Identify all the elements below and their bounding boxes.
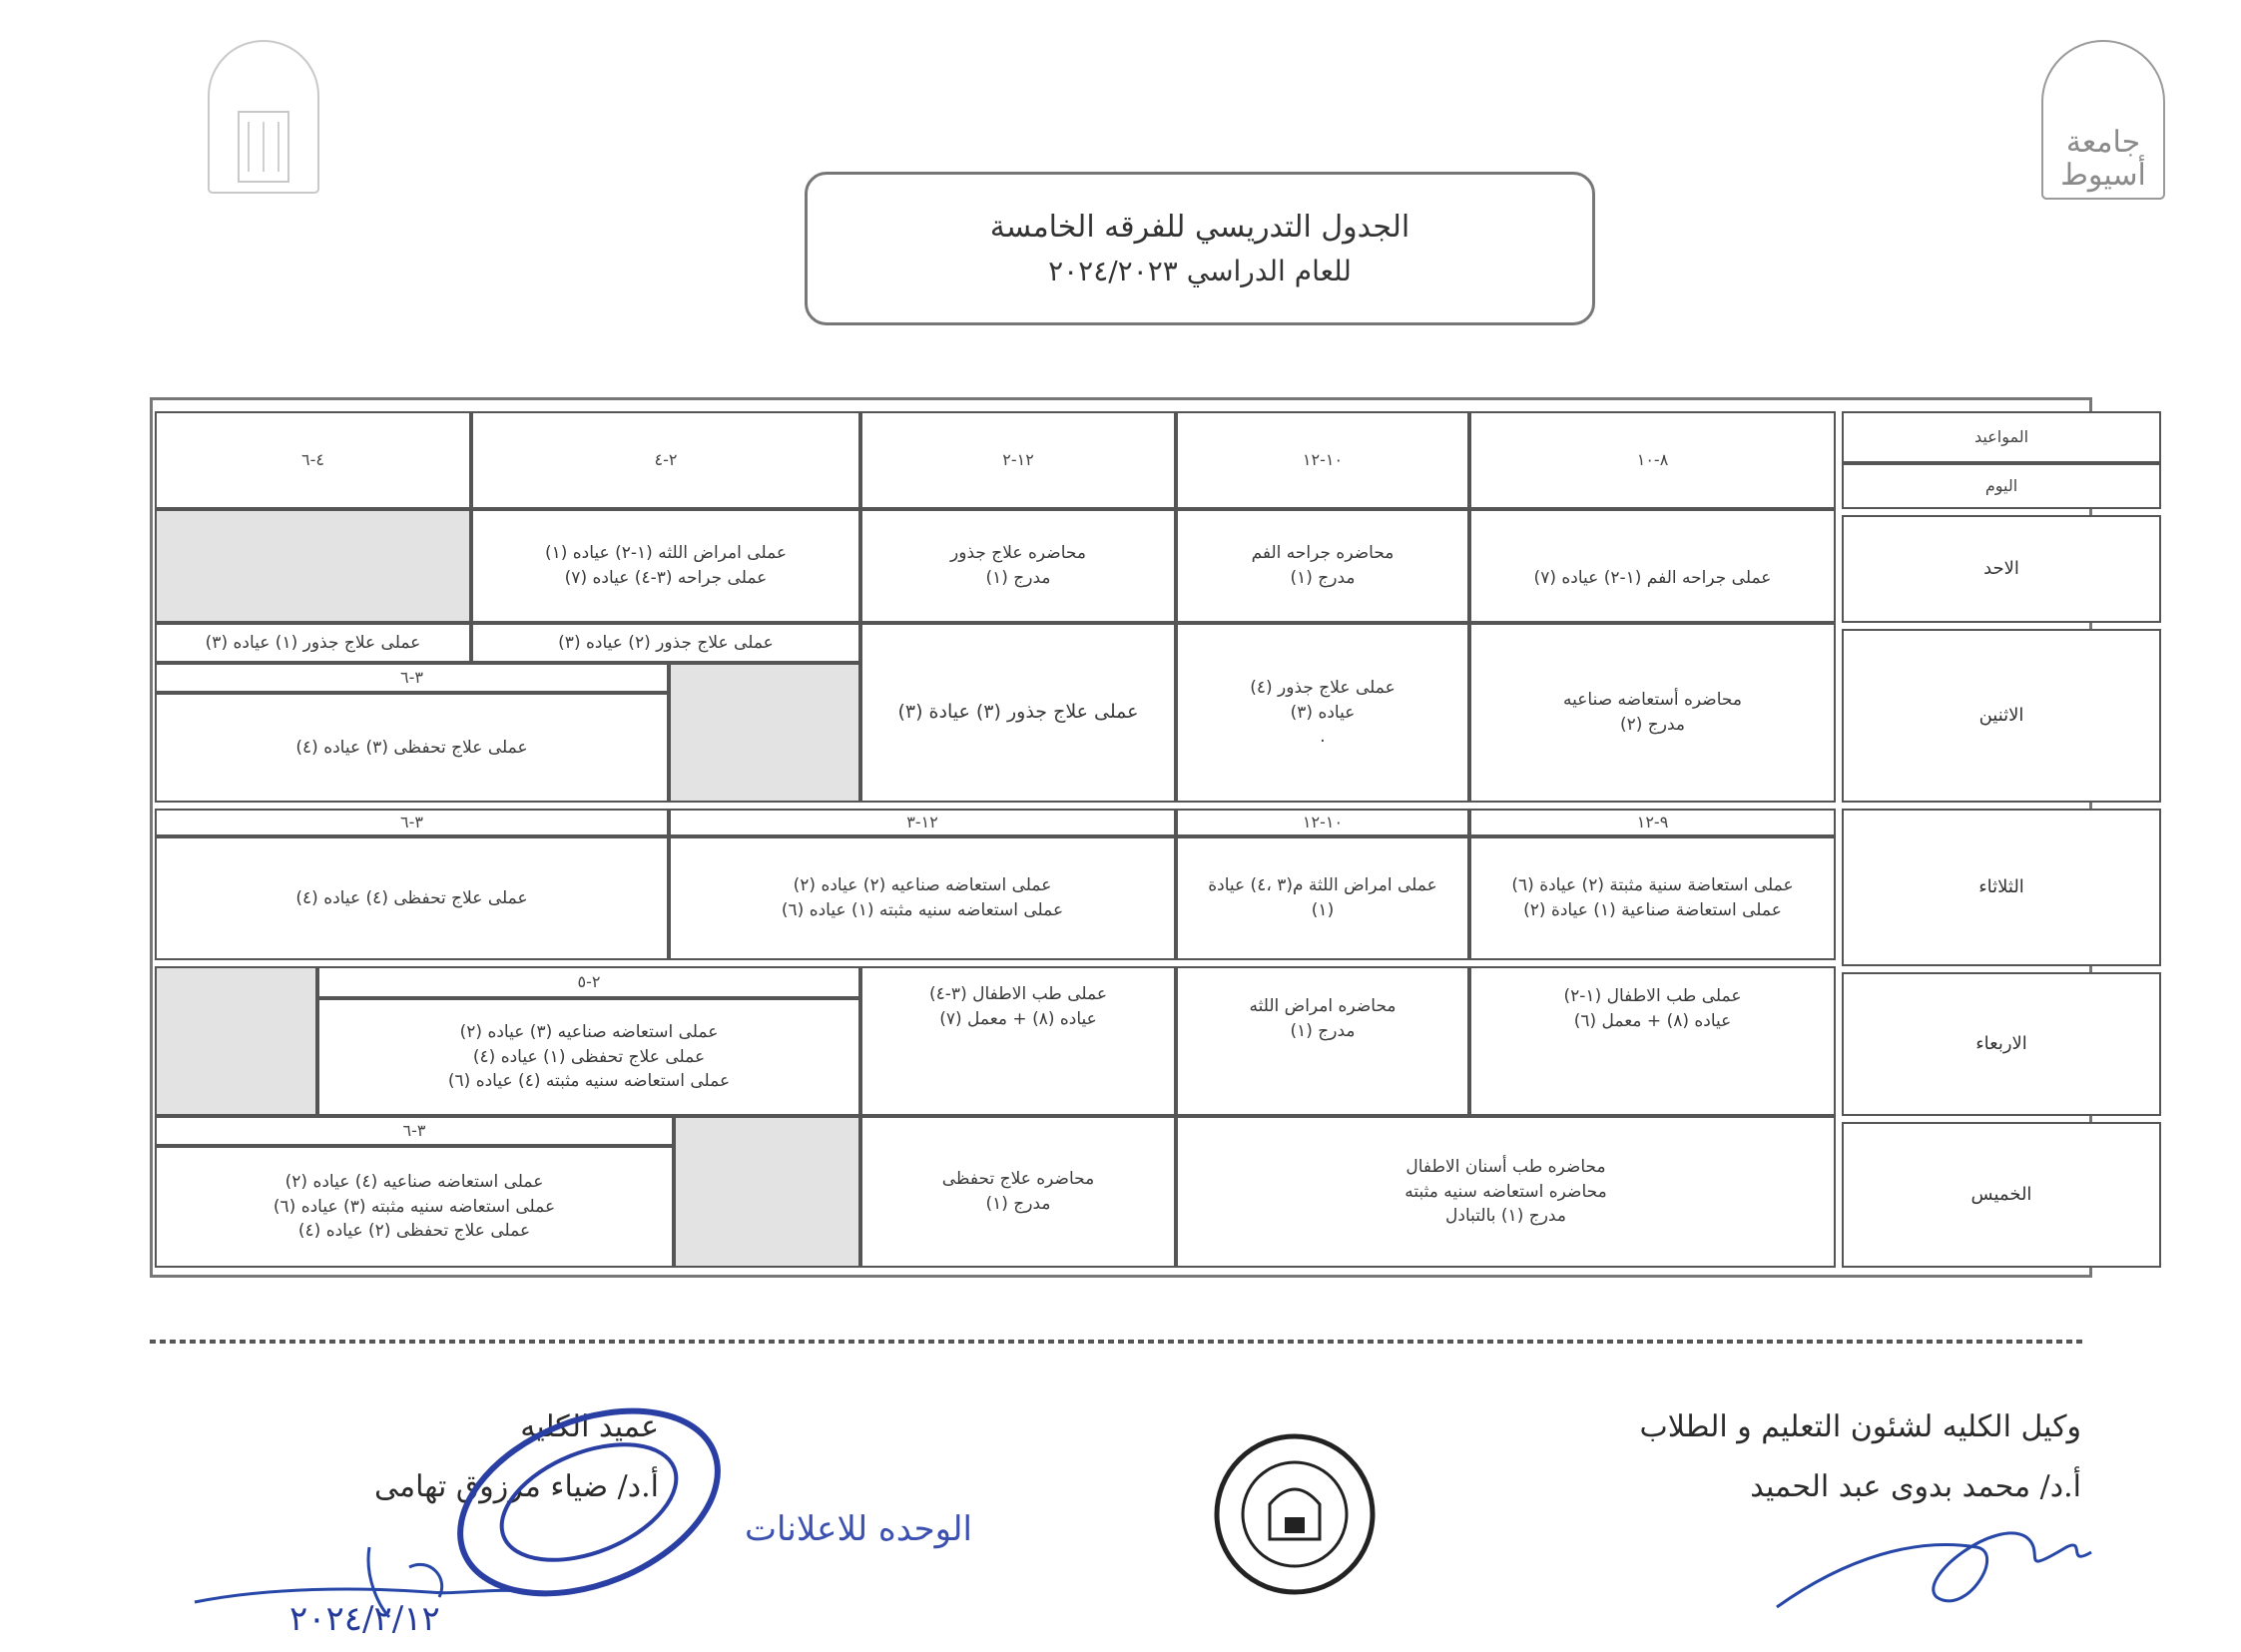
dean-title: عميد الكليه	[520, 1409, 659, 1444]
tuesday-time-3: ١٢-٣	[669, 809, 1176, 836]
university-logo-right: جامعة أسيوط	[2041, 40, 2165, 200]
separator-line	[150, 1340, 2086, 1344]
sunday-slot-1: عملى جراحه الفم (١-٢) عياده (٧)	[1469, 509, 1836, 623]
monday-sub-slot: عملى علاج تحفظى (٣) عياده (٤)	[155, 693, 669, 803]
day-wednesday: الاربعاء	[1842, 972, 2161, 1116]
tuesday-time-2: ١٠-١٢	[1176, 809, 1469, 836]
wednesday-slot-2: محاضره امراض اللثه مدرج (١)	[1176, 966, 1469, 1116]
university-logo-left	[208, 40, 319, 194]
time-slot-3: ١٢-٢	[860, 411, 1176, 509]
title-box	[805, 172, 1595, 325]
wednesday-slot-3: عملى طب الاطفال (٣-٤) عياده (٨) + معمل (٧)	[860, 966, 1176, 1116]
monday-sub-time: ٣-٦	[155, 663, 669, 693]
time-slot-2: ١٠-١٢	[1176, 411, 1469, 509]
sunday-slot-4: عملى امراض اللثه (١-٢) عياده (١) عملى جراحه (٣-٤) عياده (٧)	[471, 509, 860, 623]
signature-date: ٢٠٢٤/٢/١٢	[289, 1599, 440, 1639]
thursday-slot-1: محاضره طب أسنان الاطفال محاضره استعاضه سنيه مثبته مدرج (١) بالتبادل	[1176, 1116, 1836, 1268]
schedule-title: الجدول التدريسي للفرقه الخامسة	[989, 210, 1410, 245]
monday-slot-5-top: عملى علاج جذور (١) عياده (٣)	[155, 623, 471, 663]
monday-slot-4-top: عملى علاج جذور (٢) عياده (٣)	[471, 623, 860, 663]
wednesday-slot-4: عملى استعاضه صناعيه (٣) عياده (٢) عملى علاج تحفظى (١) عياده (٤) عملى استعاضه سنيه مثبته (٤) عياده (٦)	[317, 998, 860, 1116]
vice-dean-title: وكيل الكليه لشئون التعليم و الطلاب	[1639, 1409, 2081, 1444]
header-day-label: اليوم	[1842, 463, 2161, 509]
sunday-slot-5-empty	[155, 509, 471, 623]
sunday-slot-3: محاضره علاج جذور مدرج (١)	[860, 509, 1176, 623]
thursday-gray-block	[674, 1116, 860, 1268]
wednesday-sub-time: ٢-٥	[317, 966, 860, 998]
day-thursday: الخميس	[1842, 1122, 2161, 1268]
tuesday-time-1: ٩-١٢	[1469, 809, 1836, 836]
day-monday: الاثنين	[1842, 629, 2161, 803]
sunday-slot-2: محاضره جراحه الفم مدرج (١)	[1176, 509, 1469, 623]
tuesday-slot-4: عملى علاج تحفظى (٤) عياده (٤)	[155, 836, 669, 960]
monday-slot-1: محاضره أستعاضه صناعيه مدرج (٢)	[1469, 623, 1836, 803]
wednesday-gray-block	[155, 966, 317, 1116]
faded-crest-icon	[229, 92, 298, 192]
vice-dean-signature	[1767, 1497, 2096, 1627]
day-tuesday: الثلاثاء	[1842, 809, 2161, 966]
thursday-slot-3: عملى استعاضه صناعيه (٤) عياده (٢) عملى استعاضه سنيه مثبته (٣) عياده (٦) عملى علاج تحفظى (٢) عياده (٤)	[155, 1146, 674, 1268]
tuesday-slot-1: عملى استعاضة سنية مثبتة (٢) عيادة (٦) عملى استعاضة صناعية (١) عيادة (٢)	[1469, 836, 1836, 960]
time-slot-5: ٤-٦	[155, 411, 471, 509]
tuesday-time-4: ٣-٦	[155, 809, 669, 836]
wednesday-slot-1: عملى طب الاطفال (١-٢) عياده (٨) + معمل (٦)	[1469, 966, 1836, 1116]
announcements-note: الوحده للاعلانات	[745, 1509, 972, 1549]
faculty-seal	[1210, 1429, 1380, 1599]
time-slot-4: ٢-٤	[471, 411, 860, 509]
tuesday-slot-2: عملى امراض اللثة م(٣ ،٤) عيادة (١)	[1176, 836, 1469, 960]
academic-year: للعام الدراسي ٢٠٢٤/٢٠٢٣	[1048, 255, 1352, 287]
monday-slot-3: عملى علاج جذور (٣) عيادة (٣)	[860, 623, 1176, 803]
monday-gray-block	[669, 663, 860, 803]
time-slot-1: ٨-١٠	[1469, 411, 1836, 509]
thursday-slot-2: محاضره علاج تحفظى مدرج (١)	[860, 1116, 1176, 1268]
day-sunday: الاحد	[1842, 515, 2161, 623]
dean-name: أ.د/ ضياء مرزوق تهامى	[374, 1469, 659, 1504]
student-affairs-stamp	[444, 1407, 734, 1597]
vice-dean-name: أ.د/ محمد بدوى عبد الحميد	[1750, 1469, 2081, 1504]
tuesday-slot-3: عملى استعاضه صناعيه (٢) عياده (٢) عملى استعاضه سنيه مثبته (١) عياده (٦)	[669, 836, 1176, 960]
monday-slot-2: عملى علاج جذور (٤) عياده (٣) .	[1176, 623, 1469, 803]
thursday-sub-time: ٣-٦	[155, 1116, 674, 1146]
header-times-label: المواعيد	[1842, 411, 2161, 463]
